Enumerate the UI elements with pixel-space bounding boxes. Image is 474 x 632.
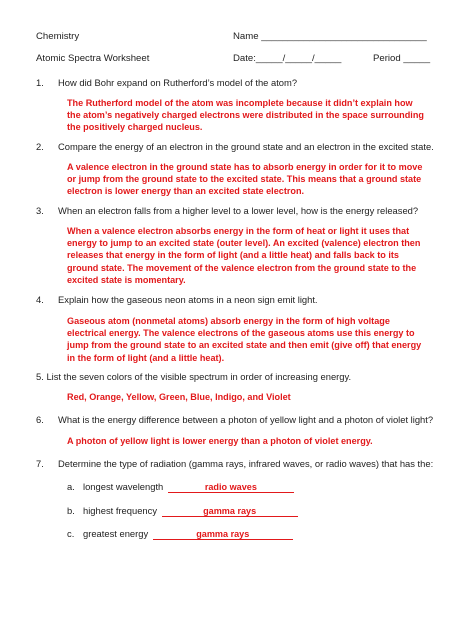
subject-label: Chemistry [36,31,80,42]
answer-1 [67,97,447,134]
answer-line: Red, Orange, Yellow, Green, Blue, Indigo, and Violet [67,392,291,402]
question-text: List the seven colors of the visible spectrum in order of increasing energy. [46,371,352,382]
answer-6 [67,435,447,447]
q7-part-b [67,505,298,517]
question-text: Determine the type of radiation (gamma rays, infrared waves, or radio waves) that has the: [58,458,434,469]
answer-line: the atom’s negatively charged electrons were distributed in the space surrounding [67,110,424,121]
answer-line: A valence electron in the ground state has to absorb energy in order for it to move [67,162,423,172]
question-text: Explain how the gaseous neon atoms in a neon sign emit light. [58,294,318,305]
worksheet-title: Atomic Spectra Worksheet [36,53,150,64]
answer-line: ground state. The movement of the valence electron from the ground state to the [67,262,417,273]
question-number: 1. [36,77,44,88]
answer-line: jump from the ground state to an excited state and then emit (give off) that energy [67,340,422,351]
part-label: longest wavelength [83,481,164,492]
answer-2 [67,161,447,198]
question-5 [36,371,351,382]
answer-blank[interactable]: gamma rays [162,506,298,517]
q7-part-c [67,528,293,540]
period-field-label: Period _____ [373,53,431,64]
q7-part-a [67,481,294,493]
answer-blank[interactable]: gamma rays [153,529,293,540]
answer-line: electron is lower energy than an excited state electron. [67,186,305,197]
question-text: When an electron falls from a higher level to a lower level, how is the energy released? [58,205,419,216]
question-text: How did Bohr expand on Rutherford’s model of the atom? [58,77,298,88]
question-number: 2. [36,141,44,152]
question-number: 3. [36,205,44,216]
answer-4 [67,315,447,364]
answer-line: When a valence electron absorbs energy in the form of heat or light it uses that [67,226,410,236]
answer-blank[interactable]: radio waves [168,482,294,493]
part-label: highest frequency [83,505,158,516]
date-field-label: Date:_____/_____/_____ [233,53,342,64]
question-1 [36,77,297,88]
answer-line: electrical energy. The valence electrons of the gaseous atoms use this energy to [67,328,415,339]
answer-line: or jump from the ground state to the excited state. This means that a ground state [67,174,422,185]
question-7 [36,458,433,469]
name-field-label: Name _______________________________ [233,31,427,42]
question-number: 5. [36,371,44,382]
answer-5 [67,391,447,403]
answer-line: excited state is momentary. [67,274,186,285]
part-label: greatest energy [83,528,149,539]
answer-line: Gaseous atom (nonmetal atoms) absorb energy in the form of high voltage [67,316,390,326]
question-text: What is the energy difference between a photon of yellow light and a photon of violet light? [58,414,434,425]
question-number: 4. [36,294,44,305]
question-text: Compare the energy of an electron in the ground state and an electron in the excited state. [58,141,434,152]
question-number: 7. [36,458,44,469]
answer-line: the positively charged nucleus. [67,122,203,133]
answer-3 [67,225,447,286]
answer-line: The Rutherford model of the atom was incomplete because it didn’t explain how [67,98,413,108]
part-letter: c. [67,528,75,539]
question-6 [36,414,433,425]
answer-line: releases that energy in the form of light (and a little heat) and falls back to its [67,250,399,261]
question-2 [36,141,434,152]
part-letter: a. [67,481,75,492]
answer-line: in the form of light (and a little heat). [67,352,225,363]
question-number: 6. [36,414,44,425]
question-4 [36,294,318,305]
part-letter: b. [67,505,75,516]
question-3 [36,205,418,216]
answer-line: A photon of yellow light is lower energy than a photon of violet energy. [67,436,373,446]
answer-line: energy to jump to an excited state (outer level). An excited (valence) electron then [67,238,421,249]
